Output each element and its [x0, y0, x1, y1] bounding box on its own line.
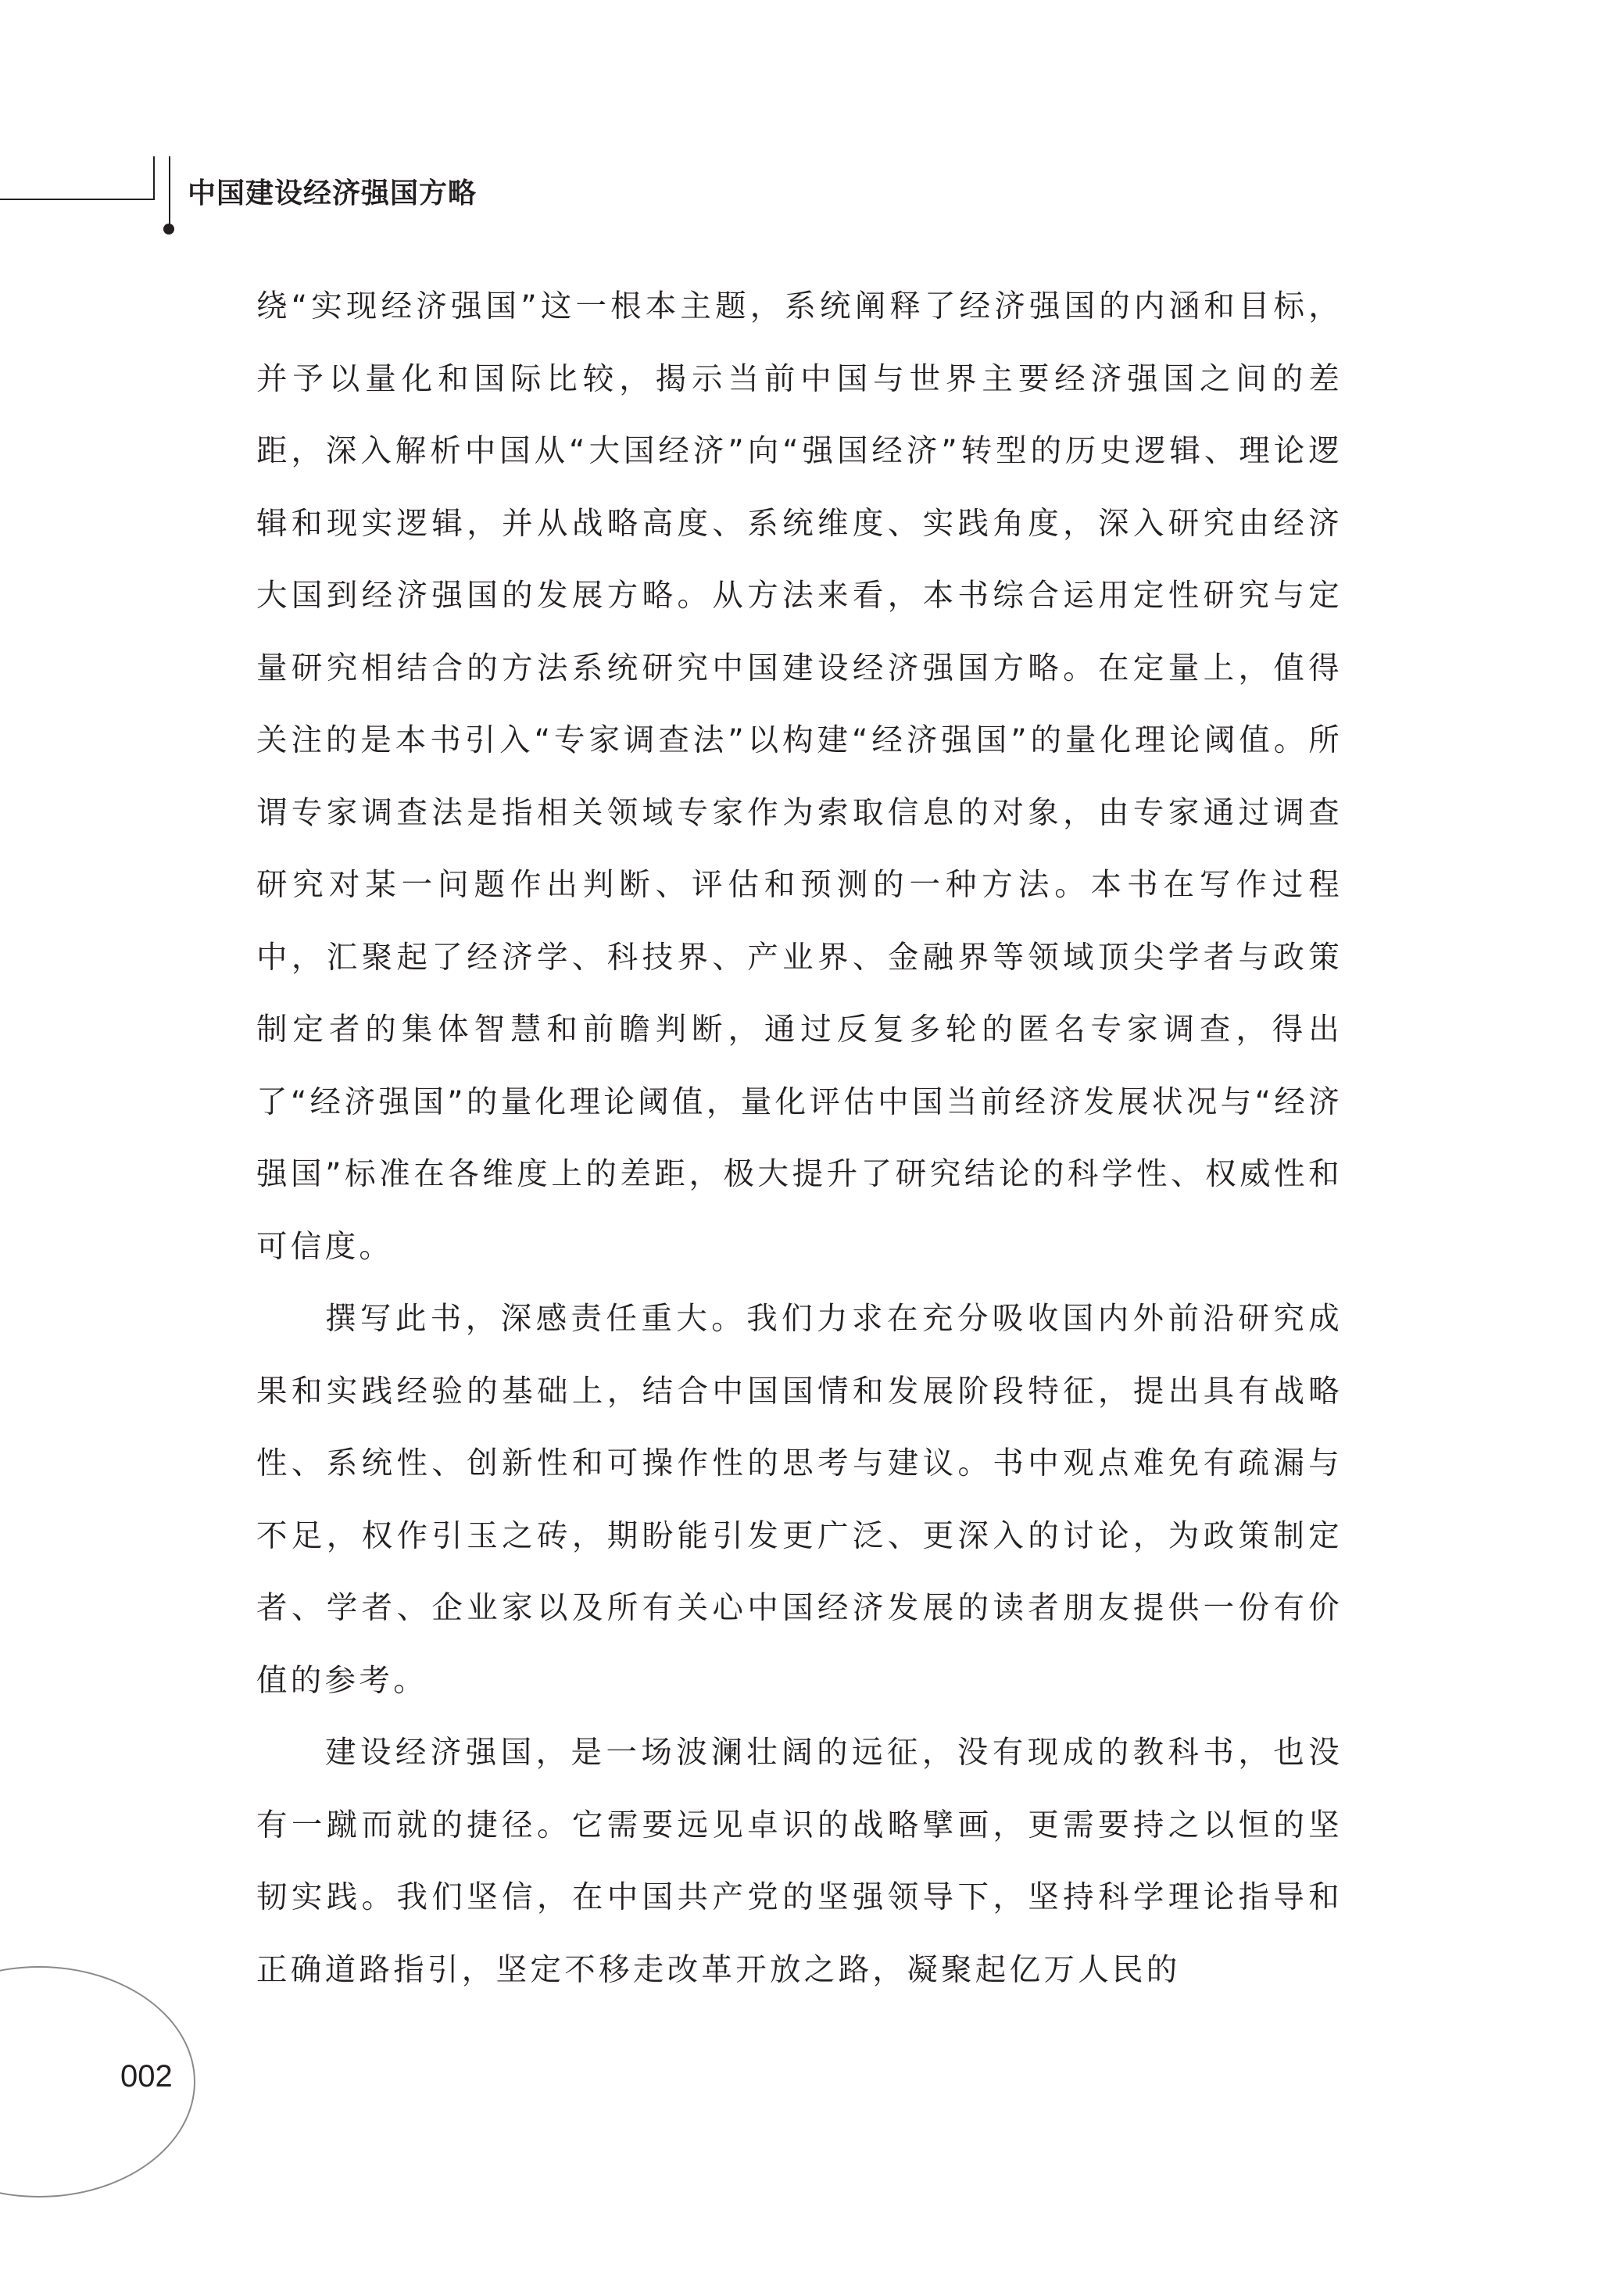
running-title: 中国建设经济强国方略: [188, 177, 478, 210]
paragraph: 建设经济强国，是一场波澜壮阔的远征，没有现成的教科书，也没有一蹴而就的捷径。它需要远见卓识的战略擘画，更需要持之以恒的坚韧实践。我们坚信，在中国共产党的坚强领导下，坚持科学理论指导和正确道路指引，坚定不移走改革开放之路，凝聚起亿万人民的: [256, 1735, 1343, 1988]
header-rule-vertical-left: [153, 156, 155, 200]
header-rule-horizontal: [0, 199, 153, 200]
header-rule-vertical-right: [169, 156, 170, 228]
header-dot: [163, 224, 174, 235]
body-text: [256, 270, 1343, 2006]
paragraph: 撰写此书，深感责任重大。我们力求在充分吸收国内外前沿研究成果和实践经验的基础上，结合中国国情和发展阶段特征，提出具有战略性、系统性、创新性和可操作性的思考与建议。书中观点难免有疏漏与不足，权作引玉之砖，期盼能引发更广泛、更深入的讨论，为政策制定者、学者、企业家以及所有关心中国经济发展的读者朋友提供一份有价值的参考。: [256, 1301, 1343, 1699]
page-number: 002: [120, 2059, 173, 2094]
paragraph-continued: 绕“实现经济强国”这一根本主题，系统阐释了经济强国的内涵和目标，并予以量化和国际比较，揭示当前中国与世界主要经济强国之间的差距，深入解析中国从“大国经济”向“强国经济”转型的历史逻辑、理论逻辑和现实逻辑，并从战略高度、系统维度、实践角度，深入研究由经济大国到经济强国的发展方略。从方法来看，本书综合运用定性研究与定量研究相结合的方法系统研究中国建设经济强国方略。在定量上，值得关注的是本书引入“专家调查法”以构建“经济强国”的量化理论阈值。所谓专家调查法是指相关领域专家作为索取信息的对象，由专家通过调查研究对某一问题作出判断、评估和预测的一种方法。本书在写作过程中，汇聚起了经济学、科技界、产业界、金融界等领域顶尖学者与政策制定者的集体智慧和前瞻判断，通过反复多轮的匿名专家调查，得出了“经济强国”的量化理论阈值，量化评估中国当前经济发展状况与“经济强国”标准在各维度上的差距，极大提升了研究结论的科学性、权威性和可信度。: [256, 288, 1343, 1265]
